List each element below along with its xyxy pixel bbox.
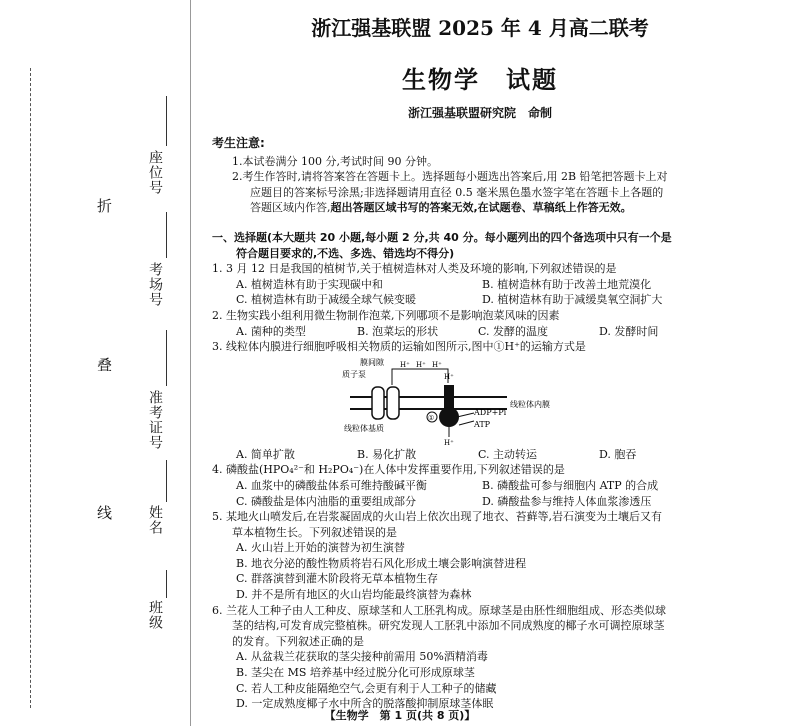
seat-number-line <box>166 96 167 146</box>
question-5-stem: 5. 某地火山喷发后,在岩浆凝固成的火山岩上依次出现了地衣、苔藓等,岩石演变为土壤后又有 <box>212 510 662 524</box>
label-marker-1: ① <box>428 413 435 422</box>
question-6-stem: 6. 兰花人工种子由人工种皮、原球茎和人工胚乳构成。原球茎是由胚性细胞组成、形态类似球 <box>212 603 666 617</box>
notice-text: 答题区域内作答, <box>250 201 331 215</box>
name-label: 姓名 <box>147 505 163 535</box>
question-2-stem: 2. 生物实践小组利用微生物制作泡菜,下列哪项不是影响泡菜风味的因素 <box>212 308 560 322</box>
margin-border <box>190 0 191 726</box>
q4-option-d: D. 磷酸盐参与维持人体血浆渗透压 <box>482 494 652 508</box>
notice-item-1: 1.本试卷满分 100 分,考试时间 90 分钟。 <box>232 154 438 168</box>
question-3-stem: 3. 线粒体内膜进行细胞呼吸相关物质的运输如图所示,图中①H⁺的运输方式是 <box>212 340 586 354</box>
proton-path-arrow <box>392 369 448 385</box>
question-6-stem-cont: 茎的结构,可发育成完整植株。研究发现人工胚乳中添加不同成熟度的椰子水可调控原球茎 <box>232 619 665 633</box>
seat-number-label: 座位号 <box>147 150 163 195</box>
q5-option-c: C. 群落演替到灌木阶段将无草本植物生存 <box>236 572 439 586</box>
subject-title: 生物学 试题 <box>402 65 558 94</box>
question-1-stem: 1. 3 月 12 日是我国的植树节,关于植树造林对人类及环境的影响,下列叙述错误的是 <box>212 262 617 276</box>
fold-char-2: 叠 <box>97 356 113 374</box>
q2-option-c: C. 发酵的温度 <box>478 324 549 338</box>
label-h-5: H⁺ <box>444 438 454 447</box>
q3-option-a: A. 简单扩散 <box>236 447 295 461</box>
q1-option-a: A. 植树造林有助于实现碳中和 <box>236 277 383 291</box>
q1-option-c: C. 植树造林有助于减缓全球气候变暖 <box>236 293 417 307</box>
q5-option-a: A. 火山岩上开始的演替为初生演替 <box>236 541 405 555</box>
atp-synthase-head <box>439 407 459 427</box>
label-h-2: H⁺ <box>416 360 426 369</box>
class-line <box>166 570 167 598</box>
exam-room-line <box>166 212 167 258</box>
class-label: 班级 <box>147 600 163 630</box>
question-1-options-row2 <box>212 292 782 308</box>
q3-option-d: D. 胞吞 <box>599 447 637 461</box>
exam-title: 浙江强基联盟 2025 年 4 月高二联考 <box>311 16 649 40</box>
question-6-stem-end: 的发育。下列叙述正确的是 <box>232 634 364 648</box>
q3-option-b: B. 易化扩散 <box>357 447 417 461</box>
q1-option-b: B. 植树造林有助于改善土地荒漠化 <box>482 277 652 291</box>
page-footer: 【生物学 第 1 页(共 8 页)】 <box>324 709 476 722</box>
q4-option-b: B. 磷酸盐可参与细胞内 ATP 的合成 <box>482 478 659 492</box>
binding-margin <box>0 0 200 726</box>
q4-option-a: A. 血浆中的磷酸盐体系可维持酸碱平衡 <box>236 478 427 492</box>
question-4-options-row2 <box>212 494 782 510</box>
q6-option-c: C. 若人工种皮能隔绝空气,会更有利于人工种子的储藏 <box>236 681 497 695</box>
q6-option-d: D. 一定成熟度椰子水中所含的脱落酸抑制原球茎体眠 <box>236 697 494 711</box>
label-h-1: H⁺ <box>400 360 410 369</box>
label-proton-pump: 质子泵 <box>342 369 366 379</box>
notice-heading: 考生注意: <box>212 136 265 150</box>
notice-item-2-cont: 应题目的答案标号涂黑;非选择题请用直径 0.5 毫米黑色墨水签字笔在答题卡上各题的 <box>250 185 664 199</box>
q5-option-d: D. 并不是所有地区的火山岩均能最终演替为森林 <box>236 588 472 602</box>
label-matrix: 线粒体基质 <box>344 423 384 433</box>
q6-option-b: B. 茎尖在 MS 培养基中经过脱分化可形成原球茎 <box>236 666 475 680</box>
label-inner-membrane: 线粒体内膜 <box>510 399 550 409</box>
question-2-options <box>212 324 782 340</box>
question-3-options <box>212 447 782 463</box>
admission-number-label: 准考证号 <box>147 390 163 450</box>
question-4-stem: 4. 磷酸盐(HPO₄²⁻和 H₂PO₄⁻)在人体中发挥重要作用,下列叙述错误的是 <box>212 463 565 477</box>
label-h-3: H⁺ <box>432 360 442 369</box>
q3-option-c: C. 主动转运 <box>478 447 538 461</box>
label-adp: ADP+Pi <box>474 407 507 417</box>
exam-room-label: 考场号 <box>147 262 163 307</box>
exam-content <box>212 136 782 712</box>
admission-number-line <box>166 330 167 386</box>
notice-item-2-end <box>212 200 782 216</box>
question-5-stem-cont: 草本植物生长。下列叙述错误的是 <box>232 525 397 539</box>
name-line <box>166 460 167 502</box>
question-4-options-row1 <box>212 478 782 494</box>
section-title-cont: 符合题目要求的,不选、多选、错选均不得分) <box>236 246 455 260</box>
q2-option-b: B. 泡菜坛的形状 <box>357 324 439 338</box>
label-h-4: H⁺ <box>444 372 454 381</box>
notice-emphasis: 超出答题区域书写的答案无效,在试题卷、草稿纸上作答无效。 <box>330 201 632 215</box>
label-atp: ATP <box>474 419 491 429</box>
fold-char-3: 线 <box>97 504 113 522</box>
q1-option-d: D. 植树造林有助于减缓臭氧空洞扩大 <box>482 293 663 307</box>
q2-option-d: D. 发酵时间 <box>599 324 659 338</box>
proton-pump-left <box>372 387 384 419</box>
mitochondria-membrane-diagram <box>212 355 782 447</box>
membrane-diagram-svg <box>212 355 782 447</box>
atp-arrow <box>459 421 474 425</box>
notice-item-2: 2.考生作答时,请将答案答在答题卡上。选择题每小题选出答案后,用 2B 铅笔把答题卡上对 <box>232 170 668 184</box>
q5-option-b: B. 地衣分泌的酸性物质将岩石风化形成土壤会影响演替进程 <box>236 556 527 570</box>
label-intermembrane: 膜间隙 <box>360 357 384 367</box>
q4-option-c: C. 磷酸盐是体内油脂的重要组成部分 <box>236 494 417 508</box>
author-line: 浙江强基联盟研究院 命制 <box>407 106 552 120</box>
section-title: 一、选择题(本大题共 20 小题,每小题 2 分,共 40 分。每小题列出的四个备选项中只有一个是 <box>212 230 672 244</box>
question-1-options-row1 <box>212 277 782 293</box>
fold-dashed-line <box>30 68 31 708</box>
q6-option-a: A. 从盆栽兰花获取的茎尖接种前需用 50%酒精消毒 <box>236 650 488 664</box>
q2-option-a: A. 菌种的类型 <box>236 324 306 338</box>
adp-arrow <box>457 413 474 417</box>
fold-char-1: 折 <box>97 197 113 215</box>
proton-pump-right <box>387 387 399 419</box>
